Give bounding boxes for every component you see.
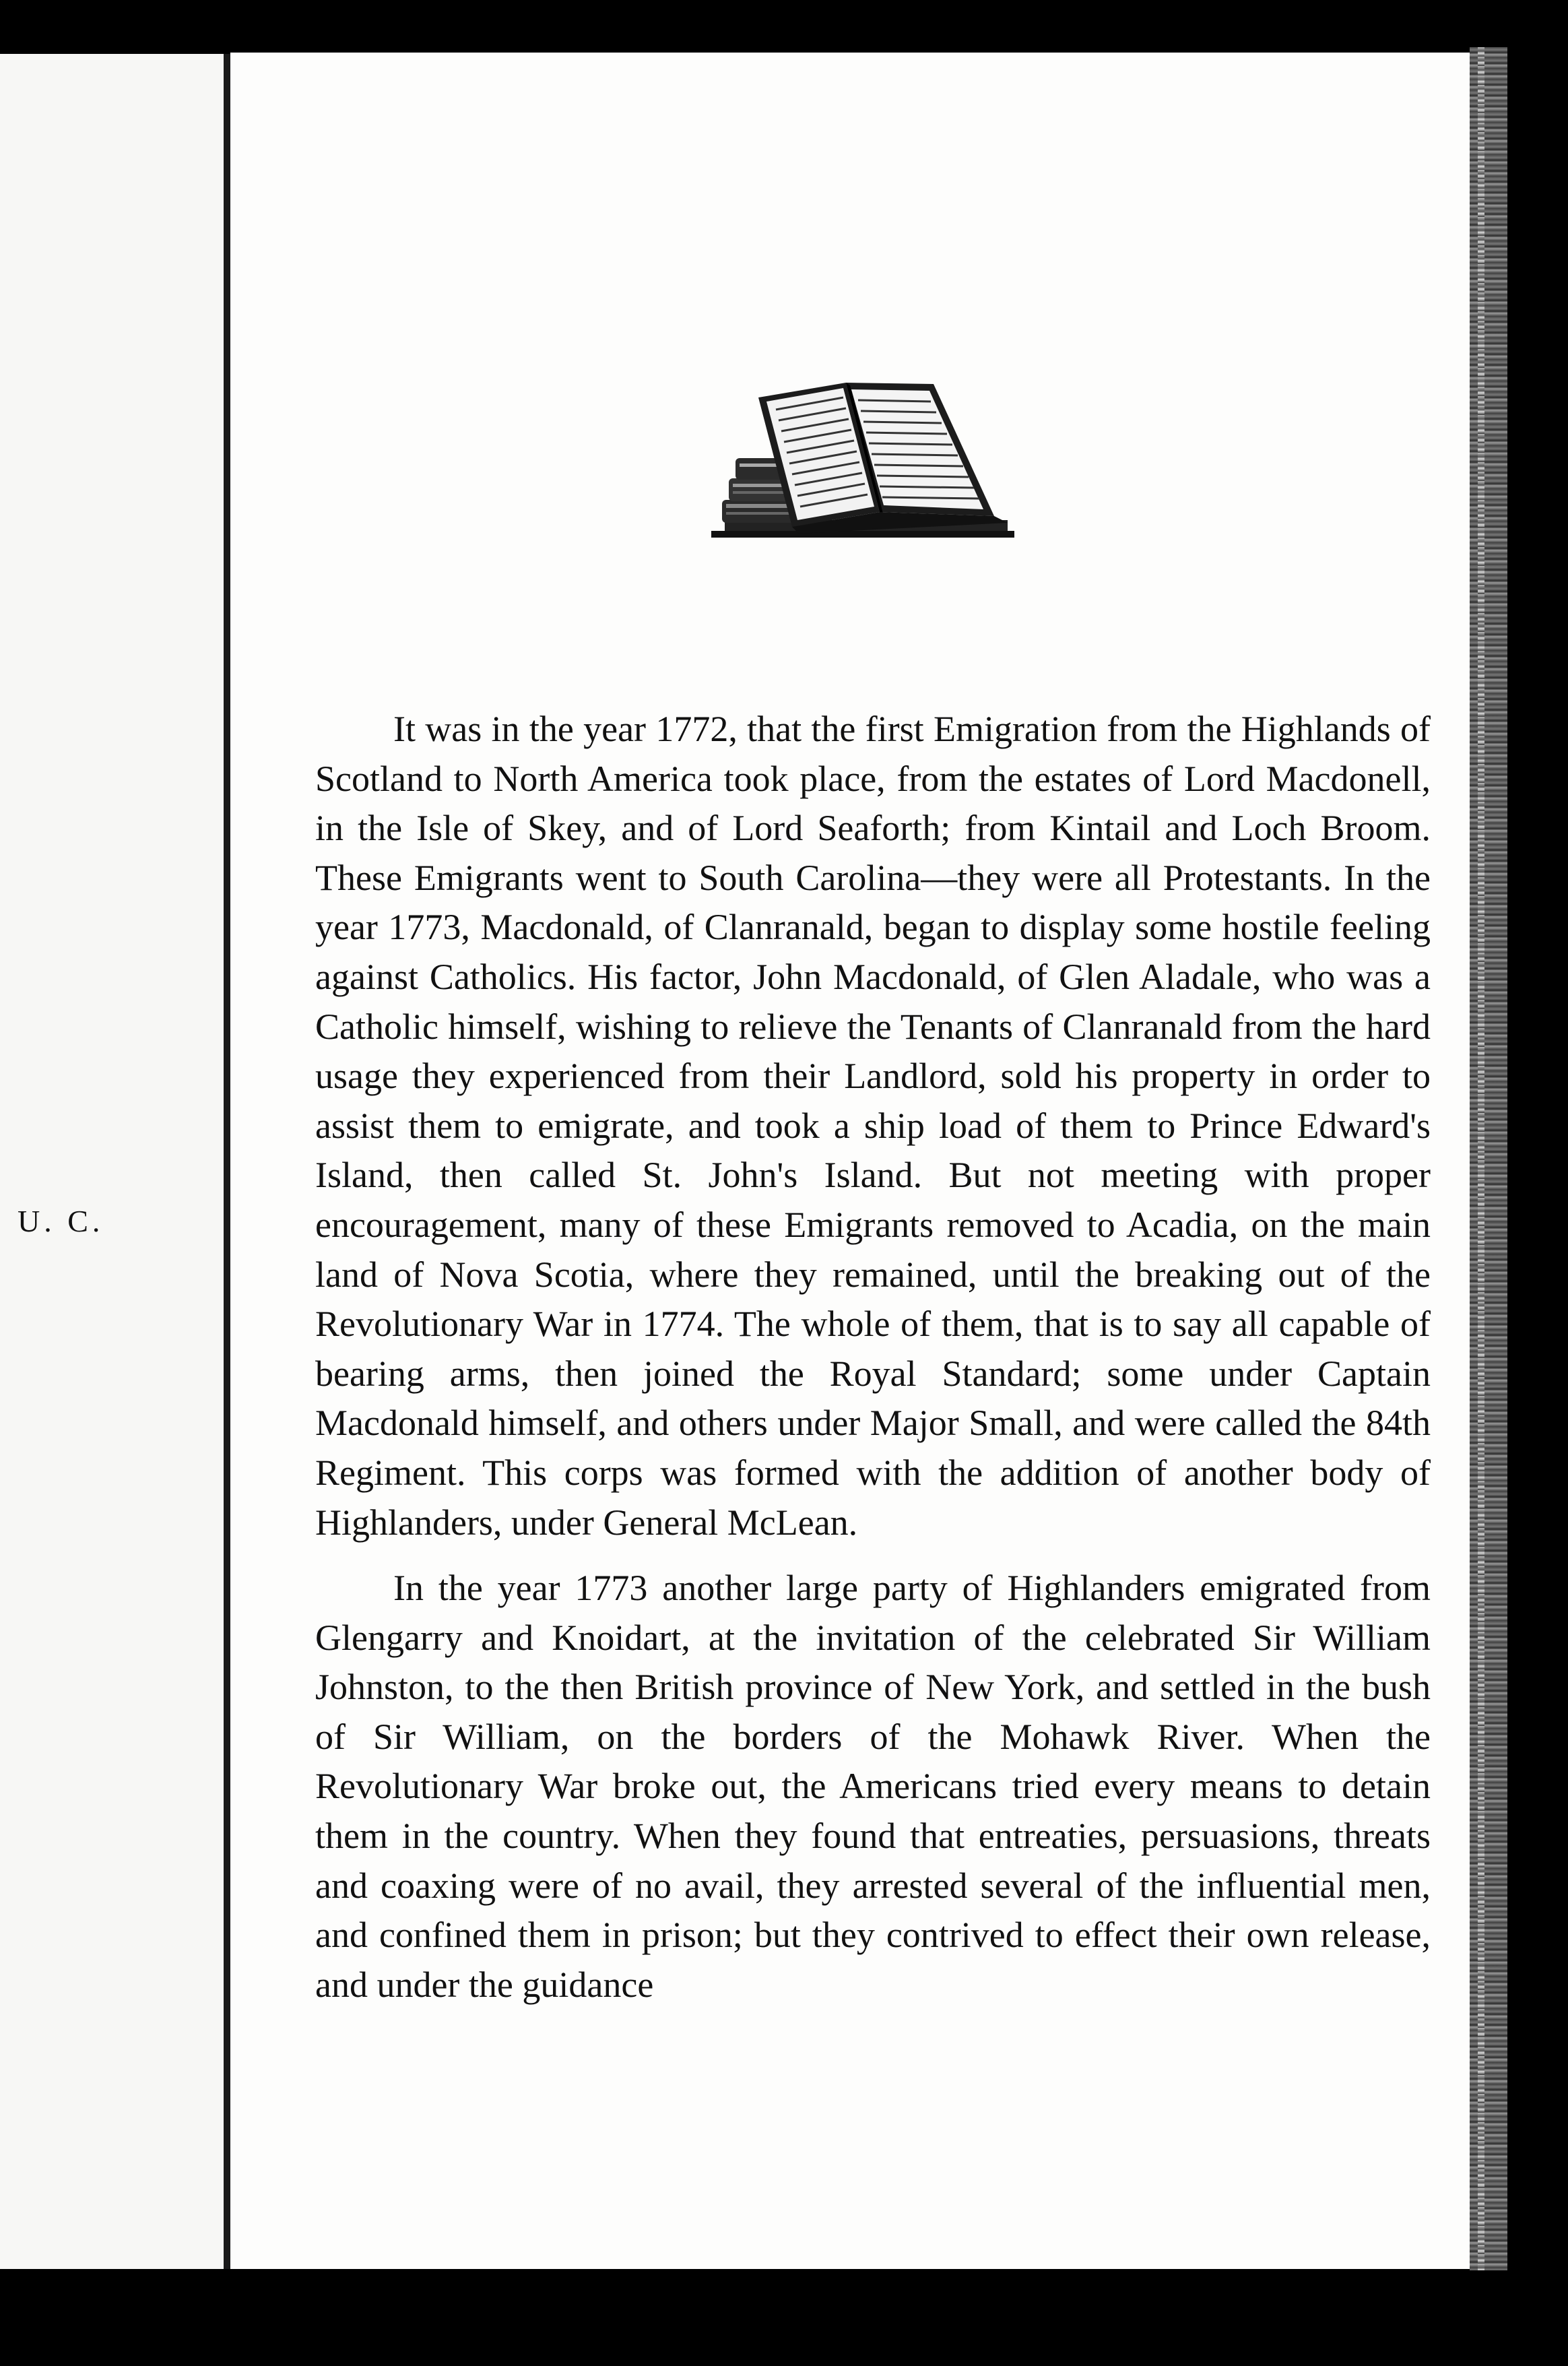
paragraph: In the year 1773 another large party of Highlanders emigrated from Glengarry and Knoidart, at the invitation of the celebrated Sir William Johnston, to the then British province of New York, and settled in the bush of Sir William, on the borders of the Mohawk River. When the Revolutionary War broke out, the Americans tried every means to detain them in the country. When they found that entreaties, persuasions, threats and coaxing were of no avail, they arrested several of the influential men, and confined them in prison; but they contrived to effect their own release, and under the guidance	[315, 1568, 1431, 2005]
paragraph: It was in the year 1772, that the first Emigration from the Highlands of Scotland to North America took place, from the estates of Lord Macdonell, in the Isle of Skey, and of Lord Seaforth; from Kintail and Loch Broom. These Emigrants went to South Carolina—they were all Protestants. In the year 1773, Macdonald, of Clanranald, began to display some hostile feeling against Catholics. His factor, John Macdonald, of Glen Aladale, who was a Catholic himself, wishing to relieve the Tenants of Clanranald from the hard usage they experienced from their Landlord, sold his property in order to assist them to emigrate, and took a ship load of them to Prince Edward's Island, then called St. John's Island. But not meeting with proper encouragement, many of these Emigrants removed to Acadia, on the main land of Nova Scotia, where they remained, until the breaking out of the Revolutionary War in 1774. The whole of them, that is to say all capable of bearing arms, then joined the Royal Standard; some under Captain Macdonald himself, and others under Major Small, and were called the 84th Regiment. This corps was formed with the addition of another body of Highlanders, under General McLean.	[315, 709, 1431, 1543]
open-book-icon	[711, 377, 1021, 552]
left-page-margin-text: U. C.	[18, 1204, 104, 1238]
left-page-fragment	[0, 54, 234, 2269]
book-gutter	[224, 54, 230, 2269]
body-text	[315, 705, 1431, 2010]
page-edges	[1470, 47, 1507, 2270]
